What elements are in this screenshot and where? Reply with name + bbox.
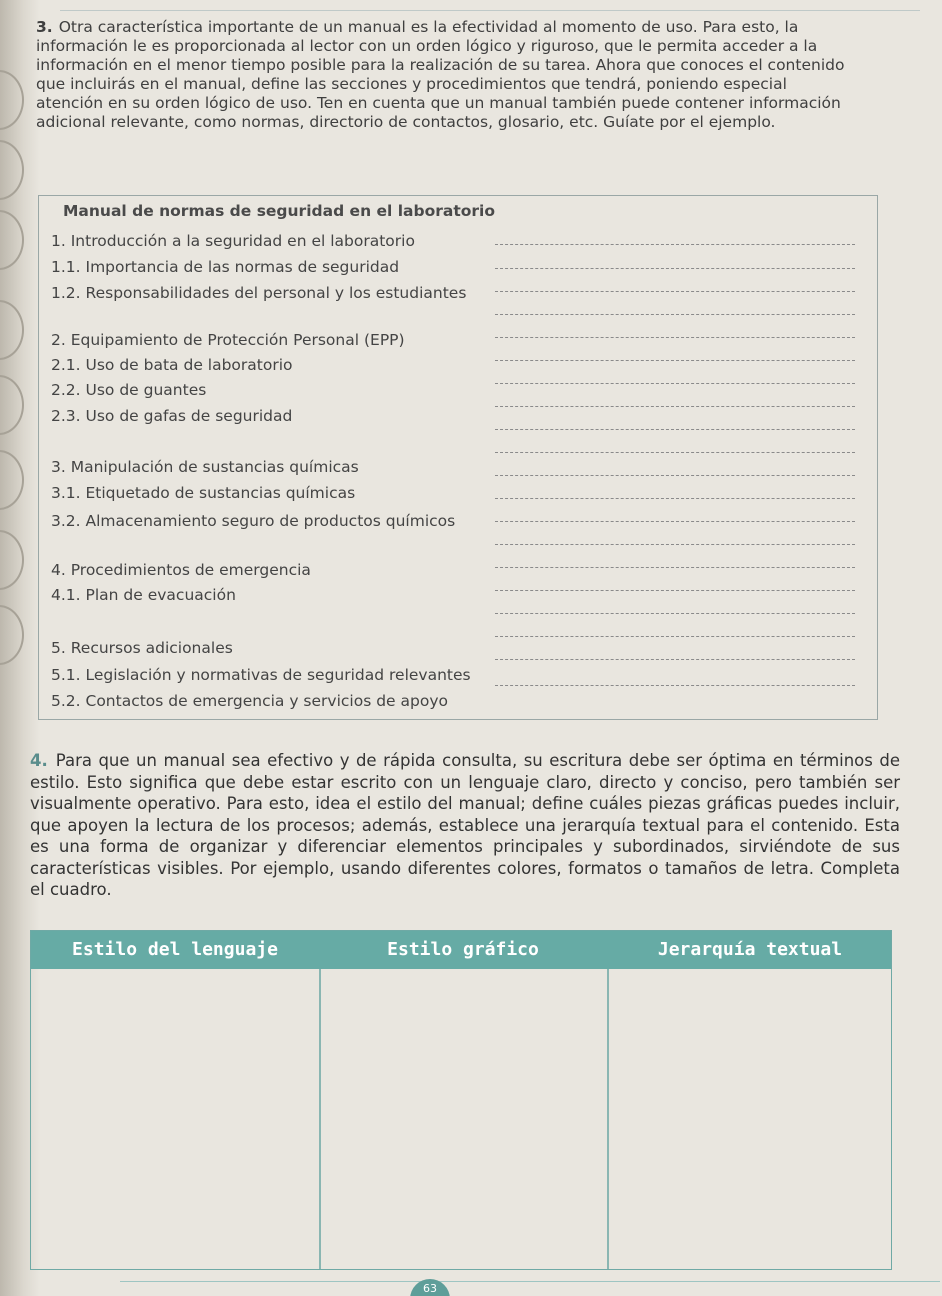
bottom-rule bbox=[120, 1281, 940, 1282]
example-outline-box bbox=[38, 195, 878, 720]
style-table-header bbox=[31, 931, 891, 969]
outline-item: 5.1. Legislación y normativas de seguridad relevantes bbox=[51, 666, 471, 684]
answer-line[interactable] bbox=[495, 685, 855, 686]
outline-item: 1.1. Importancia de las normas de seguridad bbox=[51, 258, 400, 276]
answer-line[interactable] bbox=[495, 244, 855, 245]
header-estilo-grafico: Estilo gráfico bbox=[387, 939, 539, 960]
binding-ring bbox=[0, 300, 24, 360]
binding-ring bbox=[0, 530, 24, 590]
answer-line[interactable] bbox=[495, 636, 855, 637]
answer-line[interactable] bbox=[495, 544, 855, 545]
outline-item: 3.1. Etiquetado de sustancias químicas bbox=[51, 484, 356, 502]
answer-line[interactable] bbox=[495, 429, 855, 430]
style-table bbox=[30, 930, 892, 1270]
binding-ring bbox=[0, 605, 24, 665]
binding-ring bbox=[0, 140, 24, 200]
answer-line[interactable] bbox=[495, 268, 855, 269]
answer-line[interactable] bbox=[495, 291, 855, 292]
outline-item: 3.2. Almacenamiento seguro de productos químicos bbox=[51, 512, 456, 530]
outline-item: 2.1. Uso de bata de laboratorio bbox=[51, 356, 293, 374]
answer-line[interactable] bbox=[495, 475, 855, 476]
question-4 bbox=[30, 750, 900, 901]
answer-line[interactable] bbox=[495, 659, 855, 660]
top-rule bbox=[60, 10, 920, 11]
page-number: 63 bbox=[410, 1279, 450, 1296]
binding-ring bbox=[0, 70, 24, 130]
answer-line[interactable] bbox=[495, 452, 855, 453]
answer-line[interactable] bbox=[495, 383, 855, 384]
answer-line[interactable] bbox=[495, 406, 855, 407]
answer-line[interactable] bbox=[495, 498, 855, 499]
answer-line[interactable] bbox=[495, 613, 855, 614]
question-3-number: 3. bbox=[36, 18, 53, 36]
binding-ring bbox=[0, 450, 24, 510]
outline-item: 5.2. Contactos de emergencia y servicios de apoyo bbox=[51, 692, 448, 710]
question-3-text: Otra característica importante de un manual es la efectividad al momento de uso. Para esto, la información le es proporcionada al lector con un orden lógico y riguroso, que le permita acceder a la información en el menor tiempo posible para la realización de su tarea. Ahora que conoces el contenido que incluirás en el manual, define las secciones y procedimientos que tendrá, poniendo especial atención en su orden lógico de uso. Ten en cuenta que un manual también puede contener información adicional relevante, como normas, directorio de contactos, glosario, etc. Guíate por el ejemplo. bbox=[36, 18, 845, 131]
outline-item: 4. Procedimientos de emergencia bbox=[51, 561, 311, 579]
answer-line[interactable] bbox=[495, 337, 855, 338]
column-divider bbox=[319, 969, 321, 1269]
binding-ring bbox=[0, 210, 24, 270]
outline-item: 1.2. Responsabilidades del personal y los estudiantes bbox=[51, 284, 467, 302]
column-divider bbox=[607, 969, 609, 1269]
outline-item: 2. Equipamiento de Protección Personal (EPP) bbox=[51, 331, 405, 349]
outline-item: 2.3. Uso de gafas de seguridad bbox=[51, 407, 293, 425]
question-4-text: Para que un manual sea efectivo y de rápida consulta, su escritura debe ser óptima en términos de estilo. Esto significa que debe estar escrito con un lenguaje claro, directo y conciso, pero también ser visualmente operativo. Para esto, idea el estilo del manual; define cuáles piezas gráficas puedes incluir, que apoyen la lectura de los procesos; además, establece una jerarquía textual para el contenido. Esta es una forma de organizar y diferenciar elementos principales y subordinados, sirviéndote de sus características visibles. Por ejemplo, usando diferentes colores, formatos o tamaños de letra. Completa el cuadro. bbox=[30, 751, 900, 899]
outline-item: 1. Introducción a la seguridad en el laboratorio bbox=[51, 232, 415, 250]
answer-line[interactable] bbox=[495, 314, 855, 315]
outline-item: 4.1. Plan de evacuación bbox=[51, 586, 236, 604]
example-title: Manual de normas de seguridad en el laboratorio bbox=[63, 202, 496, 220]
answer-line[interactable] bbox=[495, 521, 855, 522]
answer-line[interactable] bbox=[495, 567, 855, 568]
outline-item: 3. Manipulación de sustancias químicas bbox=[51, 458, 359, 476]
binding-ring bbox=[0, 375, 24, 435]
answer-line[interactable] bbox=[495, 360, 855, 361]
outline-item: 5. Recursos adicionales bbox=[51, 639, 233, 657]
question-3 bbox=[36, 18, 856, 132]
question-4-number: 4. bbox=[30, 751, 48, 770]
header-jerarquia-textual: Jerarquía textual bbox=[657, 939, 843, 960]
header-estilo-lenguaje: Estilo del lenguaje bbox=[72, 939, 278, 960]
outline-item: 2.2. Uso de guantes bbox=[51, 381, 207, 399]
answer-line[interactable] bbox=[495, 590, 855, 591]
